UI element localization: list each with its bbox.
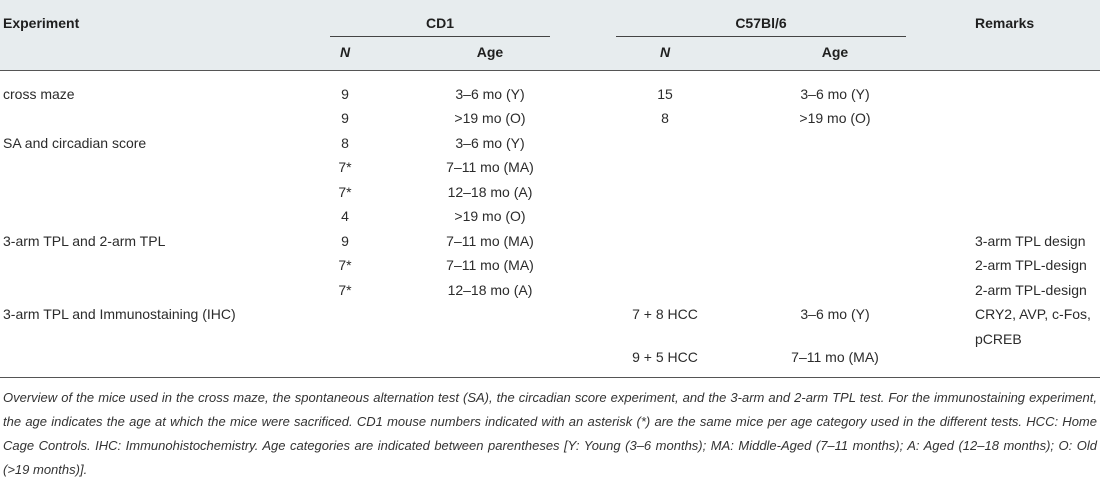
row-cd1-n: 7* — [338, 257, 352, 273]
row-cd1-n: 8 — [341, 135, 349, 151]
cd1-group-rule — [330, 36, 550, 37]
row-cd1-n: 7* — [338, 282, 352, 298]
table-header-band — [0, 0, 1100, 70]
row-experiment: 3-arm TPL and 2-arm TPL — [3, 233, 166, 249]
header-cd1-age: Age — [476, 44, 504, 60]
row-cd1-age: 12–18 mo (A) — [447, 184, 533, 200]
row-remarks: CRY2, AVP, c-Fos, — [975, 306, 1091, 322]
header-c57-n: N — [659, 44, 671, 60]
header-cd1: CD1 — [425, 15, 454, 31]
row-cd1-n: 4 — [341, 208, 349, 224]
c57bl6-group-rule — [616, 36, 906, 37]
row-cd1-age: >19 mo (O) — [454, 208, 526, 224]
header-bottom-rule — [0, 70, 1100, 71]
row-c57-n: 9 + 5 HCC — [632, 349, 698, 365]
row-remarks: pCREB — [975, 331, 1022, 347]
row-cd1-n: 9 — [341, 110, 349, 126]
row-c57-n: 15 — [657, 86, 673, 102]
row-experiment: 3-arm TPL and Immunostaining (IHC) — [3, 306, 236, 322]
header-cd1-n: N — [339, 44, 351, 60]
row-c57-n: 8 — [661, 110, 669, 126]
header-c57-age: Age — [821, 44, 849, 60]
row-experiment: cross maze — [3, 86, 75, 102]
row-experiment: SA and circadian score — [3, 135, 147, 151]
row-c57-n: 7 + 8 HCC — [632, 306, 698, 322]
row-cd1-n: 7* — [338, 184, 352, 200]
row-cd1-age: 7–11 mo (MA) — [446, 159, 534, 175]
row-cd1-n: 7* — [338, 159, 352, 175]
table-bottom-rule — [0, 377, 1100, 378]
row-cd1-age: >19 mo (O) — [454, 110, 526, 126]
row-cd1-n: 9 — [341, 233, 349, 249]
row-c57-age: 3–6 mo (Y) — [800, 86, 870, 102]
row-cd1-n: 9 — [341, 86, 349, 102]
row-cd1-age: 7–11 mo (MA) — [446, 257, 534, 273]
header-experiment: Experiment — [3, 15, 80, 31]
table-caption: Overview of the mice used in the cross maze, the spontaneous alternation test (SA), the circadian score experiment, and the 3-arm and 2-arm TPL test. For the immunostaining experiment, the age indicates the age at which the mice were sacrificed. CD1 mouse numbers indicated with an asterisk (*) are the same mice per age category used in the different tests. HCC: Home Cage Controls. IHC: Immunohistochemistry. Age categories are indicated between parentheses [Y: Young (3–6 months); MA: Middle-Aged (7–11 months); A: Aged (12–18 months); O: Old (>19 months)]. — [3, 390, 1097, 477]
header-remarks: Remarks — [975, 15, 1035, 31]
row-remarks: 2-arm TPL-design — [975, 282, 1087, 298]
row-c57-age: >19 mo (O) — [799, 110, 871, 126]
row-cd1-age: 12–18 mo (A) — [447, 282, 533, 298]
row-cd1-age: 7–11 mo (MA) — [446, 233, 534, 249]
row-cd1-age: 3–6 mo (Y) — [455, 135, 525, 151]
row-remarks: 3-arm TPL design — [975, 233, 1086, 249]
header-c57bl6: C57Bl/6 — [735, 15, 787, 31]
row-remarks: 2-arm TPL-design — [975, 257, 1087, 273]
row-cd1-age: 3–6 mo (Y) — [455, 86, 525, 102]
row-c57-age: 7–11 mo (MA) — [791, 349, 879, 365]
row-c57-age: 3–6 mo (Y) — [800, 306, 870, 322]
